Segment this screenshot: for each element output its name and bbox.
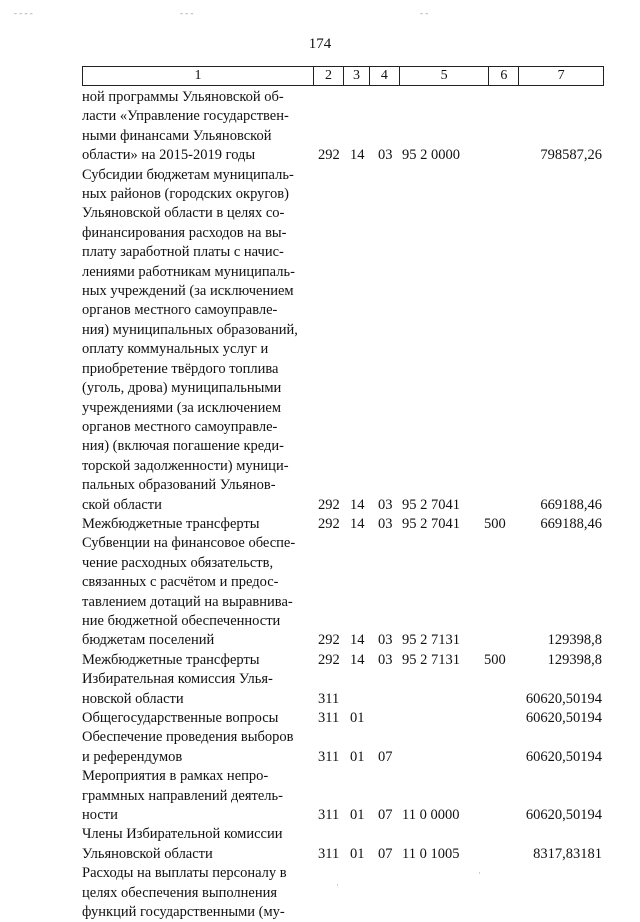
row-description: Мероприятия в рамках непро- граммных направлений деятель- ности xyxy=(82,768,283,824)
row-razdel: 14 xyxy=(350,496,365,513)
row-glava: 311 xyxy=(318,845,340,862)
header-col-3: 3 xyxy=(344,67,370,85)
row-amount: 129398,8 xyxy=(547,651,602,668)
row-expense-type: 500 xyxy=(484,651,506,668)
page-number: 174 xyxy=(308,36,332,52)
row-glava: 311 xyxy=(318,748,340,765)
row-target-article: 11 0 0000 xyxy=(402,807,460,824)
row-podrazdel: 03 xyxy=(378,632,393,649)
row-razdel: 14 xyxy=(350,147,365,164)
row-target-article: 95 2 7131 xyxy=(402,651,460,668)
row-target-article: 95 2 0000 xyxy=(402,147,460,164)
row-glava: 292 xyxy=(318,147,340,164)
row-amount: 669188,46 xyxy=(540,515,602,532)
row-amount: 60620,50194 xyxy=(525,690,602,707)
row-glava: 311 xyxy=(318,690,340,707)
table-row xyxy=(82,864,604,922)
row-razdel: 14 xyxy=(350,651,365,668)
row-podrazdel: 07 xyxy=(378,748,393,765)
row-glava: 311 xyxy=(318,710,340,727)
row-razdel: 01 xyxy=(350,807,365,824)
table-row xyxy=(82,728,604,767)
row-glava: 311 xyxy=(318,807,340,824)
row-description: Избирательная комиссия Улья- новской области xyxy=(82,671,273,707)
row-description: Межбюджетные трансферты xyxy=(82,515,260,532)
table-body xyxy=(82,88,604,922)
row-description: Члены Избирательной комиссии Ульяновской области xyxy=(82,826,283,862)
row-amount: 60620,50194 xyxy=(525,807,602,824)
row-razdel: 01 xyxy=(350,748,365,765)
header-col-6: 6 xyxy=(489,67,519,85)
header-col-7: 7 xyxy=(557,68,565,83)
table-row xyxy=(82,534,604,650)
header-col-2: 2 xyxy=(314,67,344,85)
row-glava: 292 xyxy=(318,515,340,532)
row-description: Общегосударственные вопросы xyxy=(82,710,279,726)
row-amount: 669188,46 xyxy=(540,496,602,513)
row-amount: 129398,8 xyxy=(547,632,602,649)
row-amount: 60620,50194 xyxy=(525,710,602,727)
row-target-article: 11 0 1005 xyxy=(402,845,460,862)
table-row xyxy=(82,651,604,670)
row-expense-type: 500 xyxy=(484,515,506,532)
row-description: Субсидии бюджетам муниципаль- ных районов (городских округов) Ульяновской области в целях со- финансирования расходов на вы- плату заработной платы с начис- лениями работникам муниципаль- ных учреждений (за исключением органов местного самоуправле- ния) муниципальных образований, оплату коммунальных услуг и приобретение твёрдого топлива (уголь, дрова) муниципальными учреждениями (за исключением органов местного самоуправле- ния) (включая погашение креди- торской задолженности) муници- пальных образований Ульянов- ской области xyxy=(82,166,298,513)
row-target-article: 95 2 7131 xyxy=(402,632,460,649)
row-podrazdel: 03 xyxy=(378,515,393,532)
row-description: Межбюджетные трансферты xyxy=(82,651,260,668)
row-razdel: 14 xyxy=(350,632,365,649)
row-target-article: 95 2 7041 xyxy=(402,496,460,513)
row-description: Обеспечение проведения выборов и референдумов xyxy=(82,729,294,765)
table-header-row xyxy=(82,66,604,86)
row-glava: 292 xyxy=(318,651,340,668)
row-podrazdel: 07 xyxy=(378,845,393,862)
row-podrazdel: 07 xyxy=(378,807,393,824)
row-glava: 292 xyxy=(318,496,340,513)
row-podrazdel: 03 xyxy=(378,496,393,513)
row-podrazdel: 03 xyxy=(378,147,393,164)
table-row xyxy=(82,515,604,534)
row-amount: 8317,83181 xyxy=(533,845,602,862)
row-razdel: 01 xyxy=(350,710,365,727)
header-col-4: 4 xyxy=(370,67,400,85)
row-amount: 60620,50194 xyxy=(525,748,602,765)
row-amount: 798587,26 xyxy=(540,147,602,164)
header-col-1: 1 xyxy=(83,67,314,85)
row-podrazdel: 03 xyxy=(378,651,393,668)
table-row xyxy=(82,166,604,515)
header-col-5: 5 xyxy=(400,67,490,85)
row-description: ной программы Ульяновской об- ласти «Управление государствен- ными финансами Ульяновской области» на 2015-2019 годы xyxy=(82,89,289,164)
row-glava: 292 xyxy=(318,632,340,649)
table-row xyxy=(82,670,604,709)
row-razdel: 01 xyxy=(350,845,365,862)
table-row xyxy=(82,825,604,864)
row-target-article: 95 2 7041 xyxy=(402,515,460,532)
table-row xyxy=(82,709,604,728)
row-razdel: 14 xyxy=(350,515,365,532)
row-description: Субвенции на финансовое обеспе- чение расходных обязательств, связанных с расчётом и предос- тавлением дотаций на выравнива- ние бюджетной обеспеченности бюджетам поселений xyxy=(82,535,296,649)
table-row xyxy=(82,88,604,166)
table-row xyxy=(82,767,604,825)
row-description: Расходы на выплаты персоналу в целях обеспечения выполнения функций государственными (му- xyxy=(82,865,287,921)
